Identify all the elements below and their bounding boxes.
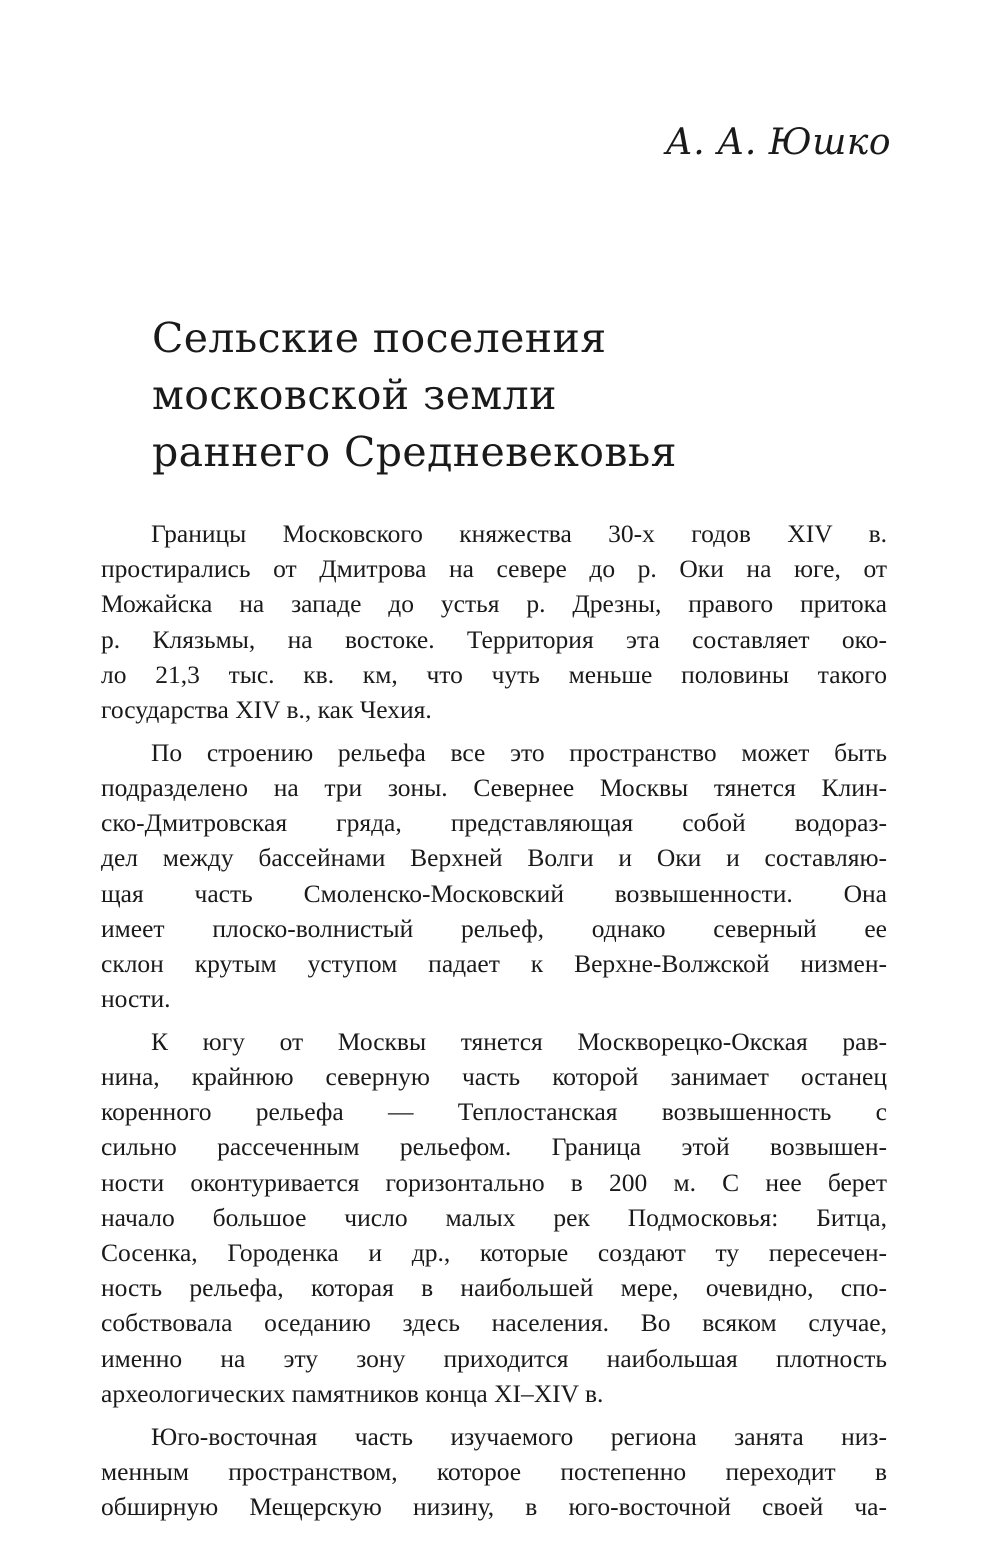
text-line: государства XIV в., как Чехия. (101, 695, 432, 725)
text-line: коренного рельефа — Теплостанская возвышенность с (101, 1097, 887, 1127)
chapter-title-line: Сельские поселения (152, 314, 607, 362)
text-line: обширную Мещерскую низину, в юго-восточной своей ча- (101, 1491, 887, 1521)
text-line: щая часть Смоленско-Московский возвышенности. Она (101, 878, 887, 908)
text-line: ности оконтуривается горизонтально в 200 м. С нее берет (101, 1167, 887, 1197)
text-line: нина, крайнюю северную часть которой занимает останец (101, 1062, 887, 1092)
text-line: дел между бассейнами Верхней Волги и Оки и составляю- (101, 843, 887, 873)
chapter-title (152, 310, 852, 481)
text-line: ности. (101, 984, 171, 1014)
paragraph-2 (101, 735, 887, 1017)
text-line: простирались от Дмитрова на севере до р. Оки на юге, от (101, 554, 887, 584)
text-line: начало большое число малых рек Подмосковья: Битца, (101, 1202, 887, 1232)
text-line: Можайска на западе до устья р. Дрезны, правого притока (101, 589, 887, 619)
text-line: имеет плоско-волнистый рельеф, однако северный ее (101, 913, 887, 943)
text-line: ско-Дмитровская гряда, представляющая собой водораз- (101, 808, 887, 838)
text-line: склон крутым уступом падает к Верхне-Волжской низмен- (101, 948, 887, 978)
text-line: менным пространством, которое постепенно переходит в (101, 1456, 887, 1486)
text-line: Границы Московского княжества 30-х годов XIV в. (151, 519, 887, 548)
text-line: собствовала оседанию здесь населения. Во всяком случае, (101, 1308, 887, 1338)
text-line: сильно рассеченным рельефом. Граница этой возвышен- (101, 1132, 887, 1162)
paragraph-3 (101, 1024, 887, 1411)
text-line: ность рельефа, которая в наибольшей мере, очевидно, спо- (101, 1273, 887, 1303)
text-line: р. Клязьмы, на востоке. Территория эта составляет око- (101, 624, 887, 654)
text-line: Юго-восточная часть изучаемого региона занята низ- (151, 1421, 887, 1451)
paragraph-4 (101, 1419, 887, 1525)
text-line: ло 21,3 тыс. кв. км, что чуть меньше половины такого (101, 659, 887, 689)
paragraph-1 (101, 516, 887, 727)
text-line: К югу от Москвы тянется Москворецко-Окская рав- (151, 1026, 887, 1056)
text-line: По строению рельефа все это пространство может быть (151, 737, 887, 767)
body-text (101, 516, 887, 1532)
chapter-title-line: московской земли (152, 371, 557, 419)
chapter-title-line: раннего Средневековья (152, 428, 677, 476)
text-line: Сосенка, Городенка и др., которые создают ту пересечен- (101, 1238, 887, 1268)
text-line: подразделено на три зоны. Севернее Москвы тянется Клин- (101, 772, 887, 802)
text-line: археологических памятников конца XI–XIV в. (101, 1378, 604, 1408)
text-line: именно на эту зону приходится наибольшая плотность (101, 1343, 887, 1373)
author-name: А. А. Юшко (665, 122, 891, 163)
